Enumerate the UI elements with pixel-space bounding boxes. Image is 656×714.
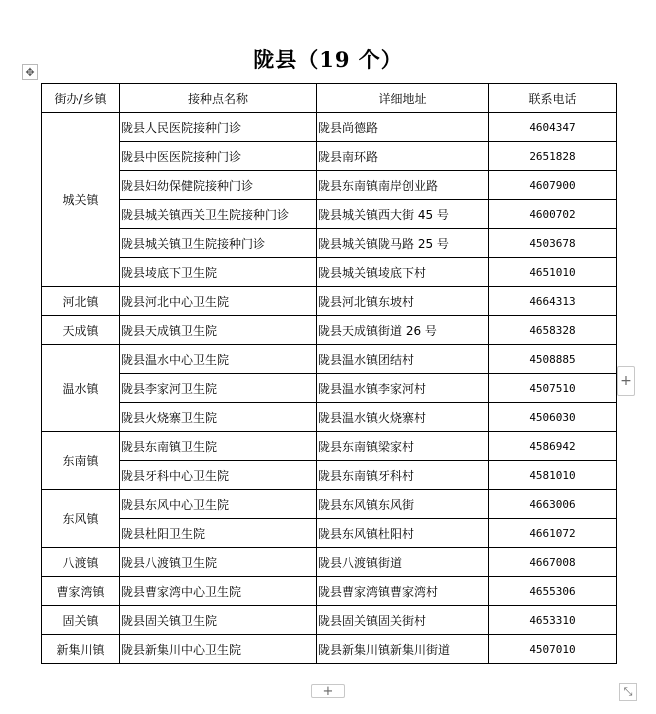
table-row [42, 490, 617, 519]
header-address: 详细地址 [317, 84, 489, 113]
town-cell: 河北镇 [42, 287, 120, 316]
address-cell: 陇县温水镇李家河村 [317, 374, 489, 403]
table-row [42, 606, 617, 635]
phone-cell: 4667008 [489, 548, 617, 577]
table-row [42, 345, 617, 374]
site-name-cell: 陇县温水中心卫生院 [120, 345, 317, 374]
address-cell: 陇县城关镇西大街 45 号 [317, 200, 489, 229]
phone-cell: 4600702 [489, 200, 617, 229]
plus-icon: + [620, 373, 632, 389]
address-cell: 陇县温水镇团结村 [317, 345, 489, 374]
table-row [42, 171, 617, 200]
site-name-cell: 陇县八渡镇卫生院 [120, 548, 317, 577]
address-cell: 陇县温水镇火烧寨村 [317, 403, 489, 432]
phone-cell: 4507510 [489, 374, 617, 403]
table-row [42, 519, 617, 548]
phone-cell: 4661072 [489, 519, 617, 548]
phone-cell: 4508885 [489, 345, 617, 374]
town-cell: 曹家湾镇 [42, 577, 120, 606]
town-cell: 城关镇 [42, 113, 120, 287]
site-name-cell: 陇县妇幼保健院接种门诊 [120, 171, 317, 200]
address-cell: 陇县天成镇街道 26 号 [317, 316, 489, 345]
add-column-button[interactable] [617, 366, 635, 396]
table-row [42, 548, 617, 577]
phone-cell: 4586942 [489, 432, 617, 461]
table-row [42, 258, 617, 287]
site-name-cell: 陇县城关镇卫生院接种门诊 [120, 229, 317, 258]
site-name-cell: 陇县河北中心卫生院 [120, 287, 317, 316]
phone-cell: 4507010 [489, 635, 617, 664]
address-cell: 陇县城关镇陇马路 25 号 [317, 229, 489, 258]
table-row [42, 577, 617, 606]
table-resize-handle[interactable] [619, 683, 637, 701]
address-cell: 陇县尚德路 [317, 113, 489, 142]
phone-cell: 4581010 [489, 461, 617, 490]
site-name-cell: 陇县李家河卫生院 [120, 374, 317, 403]
address-cell: 陇县曹家湾镇曹家湾村 [317, 577, 489, 606]
table-row [42, 200, 617, 229]
table-row [42, 113, 617, 142]
header-site-name: 接种点名称 [120, 84, 317, 113]
plus-icon: + [322, 683, 334, 699]
phone-cell: 2651828 [489, 142, 617, 171]
address-cell: 陇县东风镇杜阳村 [317, 519, 489, 548]
table-row [42, 432, 617, 461]
town-cell: 温水镇 [42, 345, 120, 432]
address-cell: 陇县东南镇牙科村 [317, 461, 489, 490]
site-name-cell: 陇县东南镇卫生院 [120, 432, 317, 461]
site-name-cell: 陇县堎底下卫生院 [120, 258, 317, 287]
add-row-button[interactable] [311, 684, 345, 698]
address-cell: 陇县城关镇堎底下村 [317, 258, 489, 287]
phone-cell: 4664313 [489, 287, 617, 316]
page-title: 陇县（19 个） [253, 47, 403, 72]
table-row [42, 287, 617, 316]
site-name-cell: 陇县人民医院接种门诊 [120, 113, 317, 142]
site-name-cell: 陇县城关镇西关卫生院接种门诊 [120, 200, 317, 229]
site-name-cell: 陇县固关镇卫生院 [120, 606, 317, 635]
town-cell: 东南镇 [42, 432, 120, 490]
phone-cell: 4655306 [489, 577, 617, 606]
address-cell: 陇县新集川镇新集川街道 [317, 635, 489, 664]
table-body [42, 113, 617, 664]
phone-cell: 4506030 [489, 403, 617, 432]
phone-cell: 4653310 [489, 606, 617, 635]
table-move-handle[interactable] [22, 64, 38, 80]
address-cell: 陇县河北镇东坡村 [317, 287, 489, 316]
phone-cell: 4651010 [489, 258, 617, 287]
phone-cell: 4658328 [489, 316, 617, 345]
phone-cell: 4503678 [489, 229, 617, 258]
table-header-row [42, 84, 617, 113]
table-row [42, 316, 617, 345]
address-cell: 陇县八渡镇街道 [317, 548, 489, 577]
site-name-cell: 陇县东风中心卫生院 [120, 490, 317, 519]
site-name-cell: 陇县天成镇卫生院 [120, 316, 317, 345]
table-row [42, 142, 617, 171]
town-cell: 八渡镇 [42, 548, 120, 577]
table-row [42, 635, 617, 664]
address-cell: 陇县东风镇东风街 [317, 490, 489, 519]
town-cell: 天成镇 [42, 316, 120, 345]
phone-cell: 4604347 [489, 113, 617, 142]
town-cell: 东风镇 [42, 490, 120, 548]
address-cell: 陇县南环路 [317, 142, 489, 171]
table-row [42, 374, 617, 403]
address-cell: 陇县固关镇固关街村 [317, 606, 489, 635]
diagonal-resize-icon: ⤡ [623, 685, 633, 698]
phone-cell: 4663006 [489, 490, 617, 519]
site-name-cell: 陇县杜阳卫生院 [120, 519, 317, 548]
table-row [42, 461, 617, 490]
vaccination-sites-table [41, 83, 617, 664]
site-name-cell: 陇县新集川中心卫生院 [120, 635, 317, 664]
phone-cell: 4607900 [489, 171, 617, 200]
address-cell: 陇县东南镇南岸创业路 [317, 171, 489, 200]
move-arrows-icon: ✥ [25, 65, 35, 79]
table-row [42, 229, 617, 258]
table-row [42, 403, 617, 432]
town-cell: 新集川镇 [42, 635, 120, 664]
site-name-cell: 陇县中医医院接种门诊 [120, 142, 317, 171]
town-cell: 固关镇 [42, 606, 120, 635]
address-cell: 陇县东南镇梁家村 [317, 432, 489, 461]
header-town: 街办/乡镇 [42, 84, 120, 113]
header-phone: 联系电话 [489, 84, 617, 113]
site-name-cell: 陇县曹家湾中心卫生院 [120, 577, 317, 606]
site-name-cell: 陇县火烧寨卫生院 [120, 403, 317, 432]
site-name-cell: 陇县牙科中心卫生院 [120, 461, 317, 490]
